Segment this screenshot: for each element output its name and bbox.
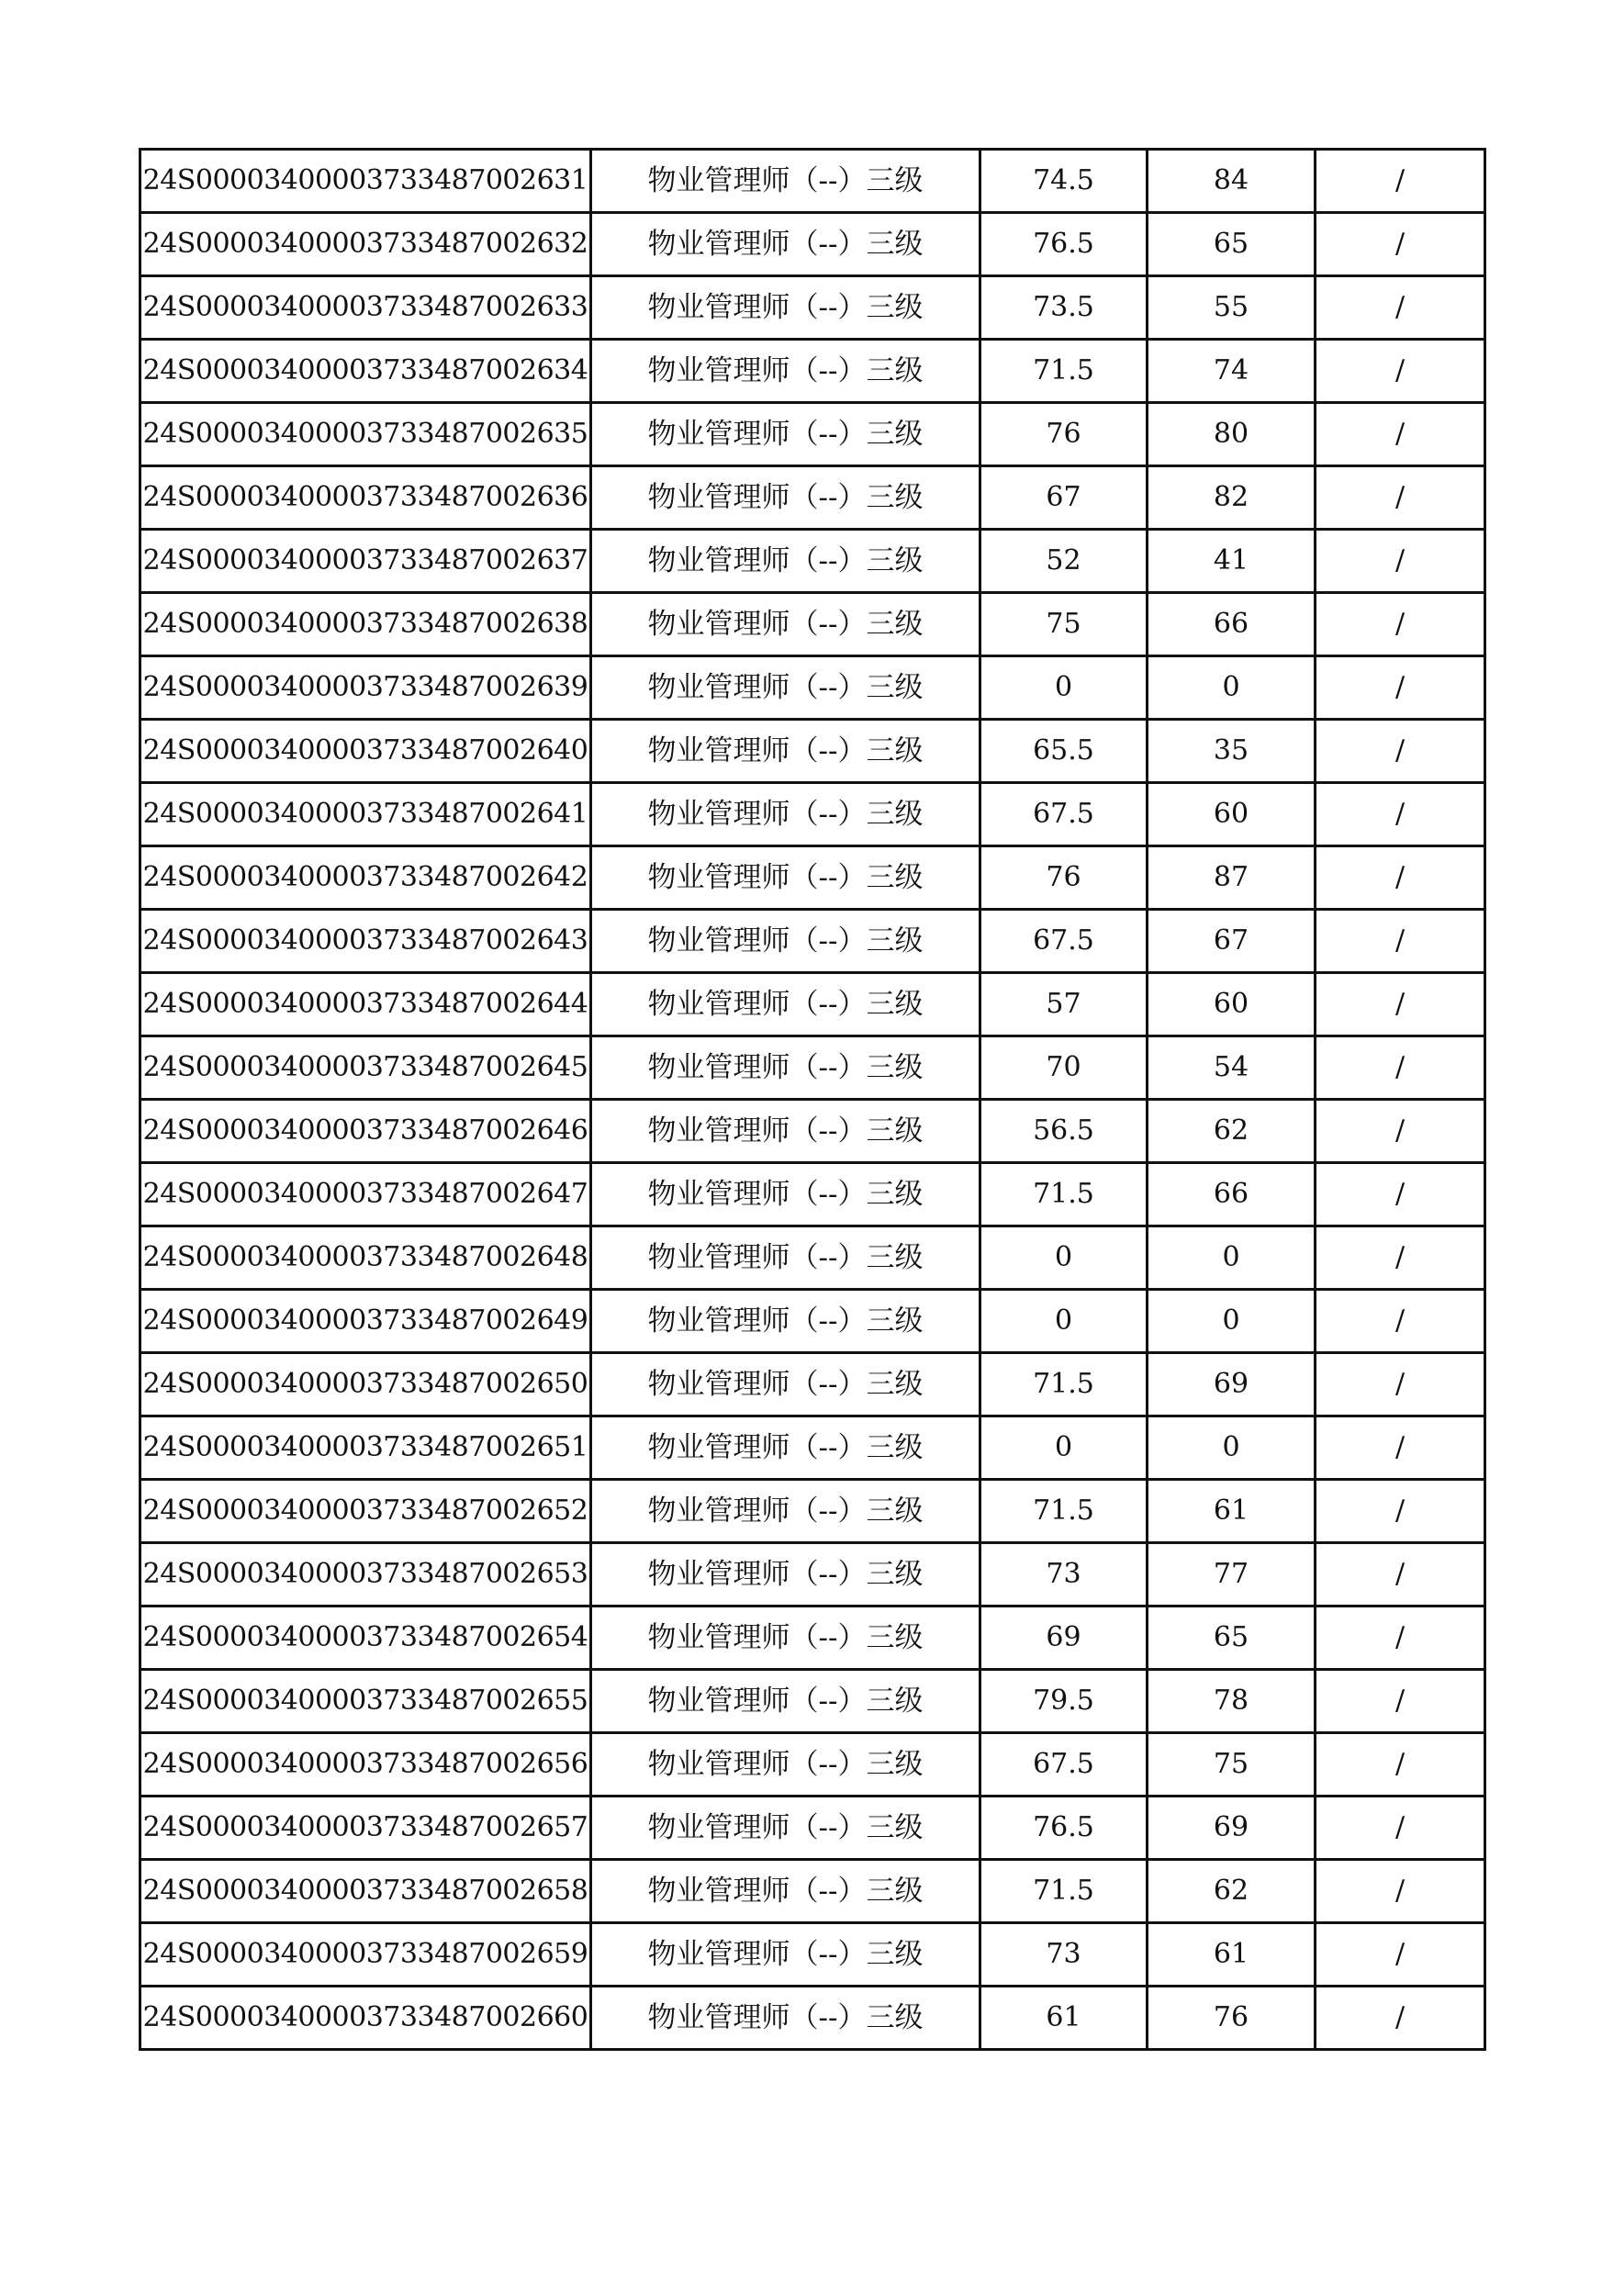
third-score-cell: / — [1316, 1797, 1485, 1860]
table-body — [140, 150, 1485, 2050]
table-row — [140, 593, 1485, 656]
theory-score-cell: 67.5 — [980, 783, 1148, 846]
table-row — [140, 1290, 1485, 1353]
ticket-number-cell: 24S00003400003733487002645 — [140, 1036, 591, 1100]
theory-score-cell: 71.5 — [980, 1480, 1148, 1543]
subject-cell: 物业管理师（--）三级 — [591, 1670, 980, 1733]
ticket-number-cell: 24S00003400003733487002660 — [140, 1987, 591, 2050]
ticket-number-cell: 24S00003400003733487002658 — [140, 1860, 591, 1923]
ticket-number-cell: 24S00003400003733487002654 — [140, 1606, 591, 1670]
ticket-number-cell: 24S00003400003733487002648 — [140, 1226, 591, 1290]
third-score-cell: / — [1316, 1416, 1485, 1480]
subject-cell: 物业管理师（--）三级 — [591, 1290, 980, 1353]
ticket-number-cell: 24S00003400003733487002640 — [140, 720, 591, 783]
table-row — [140, 1987, 1485, 2050]
skill-score-cell: 62 — [1148, 1860, 1316, 1923]
table-row — [140, 1797, 1485, 1860]
subject-cell: 物业管理师（--）三级 — [591, 846, 980, 910]
third-score-cell: / — [1316, 403, 1485, 466]
theory-score-cell: 76.5 — [980, 1797, 1148, 1860]
table-row — [140, 466, 1485, 530]
skill-score-cell: 82 — [1148, 466, 1316, 530]
third-score-cell: / — [1316, 276, 1485, 340]
third-score-cell: / — [1316, 1480, 1485, 1543]
skill-score-cell: 80 — [1148, 403, 1316, 466]
skill-score-cell: 65 — [1148, 213, 1316, 276]
theory-score-cell: 79.5 — [980, 1670, 1148, 1733]
third-score-cell: / — [1316, 1290, 1485, 1353]
table-row — [140, 1353, 1485, 1416]
ticket-number-cell: 24S00003400003733487002650 — [140, 1353, 591, 1416]
skill-score-cell: 76 — [1148, 1987, 1316, 2050]
table-row — [140, 1733, 1485, 1797]
ticket-number-cell: 24S00003400003733487002643 — [140, 910, 591, 973]
third-score-cell: / — [1316, 783, 1485, 846]
theory-score-cell: 67.5 — [980, 910, 1148, 973]
third-score-cell: / — [1316, 1543, 1485, 1606]
ticket-number-cell: 24S00003400003733487002644 — [140, 973, 591, 1036]
skill-score-cell: 0 — [1148, 1290, 1316, 1353]
theory-score-cell: 0 — [980, 656, 1148, 720]
third-score-cell: / — [1316, 656, 1485, 720]
ticket-number-cell: 24S00003400003733487002646 — [140, 1100, 591, 1163]
table-row — [140, 1416, 1485, 1480]
theory-score-cell: 0 — [980, 1226, 1148, 1290]
third-score-cell: / — [1316, 1036, 1485, 1100]
table-row — [140, 1163, 1485, 1226]
table-row — [140, 1480, 1485, 1543]
subject-cell: 物业管理师（--）三级 — [591, 1923, 980, 1987]
theory-score-cell: 75 — [980, 593, 1148, 656]
theory-score-cell: 76 — [980, 403, 1148, 466]
theory-score-cell: 76.5 — [980, 213, 1148, 276]
theory-score-cell: 67.5 — [980, 1733, 1148, 1797]
third-score-cell: / — [1316, 1987, 1485, 2050]
table-row — [140, 1606, 1485, 1670]
ticket-number-cell: 24S00003400003733487002632 — [140, 213, 591, 276]
ticket-number-cell: 24S00003400003733487002636 — [140, 466, 591, 530]
skill-score-cell: 54 — [1148, 1036, 1316, 1100]
subject-cell: 物业管理师（--）三级 — [591, 1036, 980, 1100]
skill-score-cell: 69 — [1148, 1797, 1316, 1860]
subject-cell: 物业管理师（--）三级 — [591, 276, 980, 340]
skill-score-cell: 87 — [1148, 846, 1316, 910]
table-row — [140, 1923, 1485, 1987]
theory-score-cell: 56.5 — [980, 1100, 1148, 1163]
table-row — [140, 1036, 1485, 1100]
theory-score-cell: 71.5 — [980, 1163, 1148, 1226]
ticket-number-cell: 24S00003400003733487002653 — [140, 1543, 591, 1606]
third-score-cell: / — [1316, 530, 1485, 593]
third-score-cell: / — [1316, 340, 1485, 403]
theory-score-cell: 0 — [980, 1416, 1148, 1480]
table-row — [140, 1670, 1485, 1733]
skill-score-cell: 61 — [1148, 1480, 1316, 1543]
skill-score-cell: 69 — [1148, 1353, 1316, 1416]
subject-cell: 物业管理师（--）三级 — [591, 1353, 980, 1416]
subject-cell: 物业管理师（--）三级 — [591, 1163, 980, 1226]
skill-score-cell: 78 — [1148, 1670, 1316, 1733]
third-score-cell: / — [1316, 1606, 1485, 1670]
third-score-cell: / — [1316, 1860, 1485, 1923]
skill-score-cell: 77 — [1148, 1543, 1316, 1606]
third-score-cell: / — [1316, 1163, 1485, 1226]
ticket-number-cell: 24S00003400003733487002642 — [140, 846, 591, 910]
subject-cell: 物业管理师（--）三级 — [591, 1606, 980, 1670]
theory-score-cell: 69 — [980, 1606, 1148, 1670]
skill-score-cell: 65 — [1148, 1606, 1316, 1670]
skill-score-cell: 66 — [1148, 1163, 1316, 1226]
theory-score-cell: 73 — [980, 1923, 1148, 1987]
third-score-cell: / — [1316, 1226, 1485, 1290]
third-score-cell: / — [1316, 1733, 1485, 1797]
ticket-number-cell: 24S00003400003733487002639 — [140, 656, 591, 720]
ticket-number-cell: 24S00003400003733487002634 — [140, 340, 591, 403]
table-row — [140, 1860, 1485, 1923]
table-row — [140, 656, 1485, 720]
skill-score-cell: 35 — [1148, 720, 1316, 783]
subject-cell: 物业管理师（--）三级 — [591, 1416, 980, 1480]
subject-cell: 物业管理师（--）三级 — [591, 530, 980, 593]
ticket-number-cell: 24S00003400003733487002652 — [140, 1480, 591, 1543]
subject-cell: 物业管理师（--）三级 — [591, 1797, 980, 1860]
third-score-cell: / — [1316, 973, 1485, 1036]
skill-score-cell: 67 — [1148, 910, 1316, 973]
third-score-cell: / — [1316, 150, 1485, 213]
subject-cell: 物业管理师（--）三级 — [591, 1733, 980, 1797]
table-row — [140, 403, 1485, 466]
third-score-cell: / — [1316, 720, 1485, 783]
skill-score-cell: 0 — [1148, 1226, 1316, 1290]
third-score-cell: / — [1316, 1923, 1485, 1987]
subject-cell: 物业管理师（--）三级 — [591, 720, 980, 783]
skill-score-cell: 84 — [1148, 150, 1316, 213]
theory-score-cell: 67 — [980, 466, 1148, 530]
subject-cell: 物业管理师（--）三级 — [591, 340, 980, 403]
score-table — [139, 148, 1486, 2051]
subject-cell: 物业管理师（--）三级 — [591, 593, 980, 656]
theory-score-cell: 61 — [980, 1987, 1148, 2050]
ticket-number-cell: 24S00003400003733487002651 — [140, 1416, 591, 1480]
subject-cell: 物业管理师（--）三级 — [591, 466, 980, 530]
skill-score-cell: 61 — [1148, 1923, 1316, 1987]
third-score-cell: / — [1316, 466, 1485, 530]
ticket-number-cell: 24S00003400003733487002638 — [140, 593, 591, 656]
subject-cell: 物业管理师（--）三级 — [591, 656, 980, 720]
skill-score-cell: 74 — [1148, 340, 1316, 403]
table-row — [140, 340, 1485, 403]
skill-score-cell: 62 — [1148, 1100, 1316, 1163]
theory-score-cell: 74.5 — [980, 150, 1148, 213]
ticket-number-cell: 24S00003400003733487002656 — [140, 1733, 591, 1797]
theory-score-cell: 57 — [980, 973, 1148, 1036]
subject-cell: 物业管理师（--）三级 — [591, 1543, 980, 1606]
ticket-number-cell: 24S00003400003733487002647 — [140, 1163, 591, 1226]
ticket-number-cell: 24S00003400003733487002655 — [140, 1670, 591, 1733]
table-row — [140, 910, 1485, 973]
subject-cell: 物业管理师（--）三级 — [591, 403, 980, 466]
subject-cell: 物业管理师（--）三级 — [591, 213, 980, 276]
ticket-number-cell: 24S00003400003733487002633 — [140, 276, 591, 340]
theory-score-cell: 73.5 — [980, 276, 1148, 340]
ticket-number-cell: 24S00003400003733487002631 — [140, 150, 591, 213]
third-score-cell: / — [1316, 846, 1485, 910]
third-score-cell: / — [1316, 1670, 1485, 1733]
subject-cell: 物业管理师（--）三级 — [591, 910, 980, 973]
theory-score-cell: 65.5 — [980, 720, 1148, 783]
third-score-cell: / — [1316, 910, 1485, 973]
ticket-number-cell: 24S00003400003733487002657 — [140, 1797, 591, 1860]
subject-cell: 物业管理师（--）三级 — [591, 1987, 980, 2050]
table-row — [140, 150, 1485, 213]
third-score-cell: / — [1316, 1100, 1485, 1163]
skill-score-cell: 60 — [1148, 783, 1316, 846]
table-row — [140, 783, 1485, 846]
table-row — [140, 276, 1485, 340]
ticket-number-cell: 24S00003400003733487002637 — [140, 530, 591, 593]
table-row — [140, 846, 1485, 910]
skill-score-cell: 0 — [1148, 1416, 1316, 1480]
third-score-cell: / — [1316, 213, 1485, 276]
theory-score-cell: 70 — [980, 1036, 1148, 1100]
subject-cell: 物业管理师（--）三级 — [591, 150, 980, 213]
third-score-cell: / — [1316, 1353, 1485, 1416]
table-row — [140, 1543, 1485, 1606]
subject-cell: 物业管理师（--）三级 — [591, 1226, 980, 1290]
ticket-number-cell: 24S00003400003733487002659 — [140, 1923, 591, 1987]
skill-score-cell: 75 — [1148, 1733, 1316, 1797]
skill-score-cell: 66 — [1148, 593, 1316, 656]
third-score-cell: / — [1316, 593, 1485, 656]
ticket-number-cell: 24S00003400003733487002649 — [140, 1290, 591, 1353]
theory-score-cell: 71.5 — [980, 340, 1148, 403]
skill-score-cell: 60 — [1148, 973, 1316, 1036]
theory-score-cell: 73 — [980, 1543, 1148, 1606]
theory-score-cell: 71.5 — [980, 1353, 1148, 1416]
table-row — [140, 530, 1485, 593]
theory-score-cell: 52 — [980, 530, 1148, 593]
theory-score-cell: 71.5 — [980, 1860, 1148, 1923]
ticket-number-cell: 24S00003400003733487002641 — [140, 783, 591, 846]
subject-cell: 物业管理师（--）三级 — [591, 783, 980, 846]
subject-cell: 物业管理师（--）三级 — [591, 973, 980, 1036]
table-row — [140, 1100, 1485, 1163]
skill-score-cell: 0 — [1148, 656, 1316, 720]
subject-cell: 物业管理师（--）三级 — [591, 1480, 980, 1543]
table-row — [140, 213, 1485, 276]
subject-cell: 物业管理师（--）三级 — [591, 1100, 980, 1163]
table-row — [140, 720, 1485, 783]
skill-score-cell: 41 — [1148, 530, 1316, 593]
theory-score-cell: 0 — [980, 1290, 1148, 1353]
table-row — [140, 1226, 1485, 1290]
theory-score-cell: 76 — [980, 846, 1148, 910]
subject-cell: 物业管理师（--）三级 — [591, 1860, 980, 1923]
skill-score-cell: 55 — [1148, 276, 1316, 340]
ticket-number-cell: 24S00003400003733487002635 — [140, 403, 591, 466]
table-row — [140, 973, 1485, 1036]
